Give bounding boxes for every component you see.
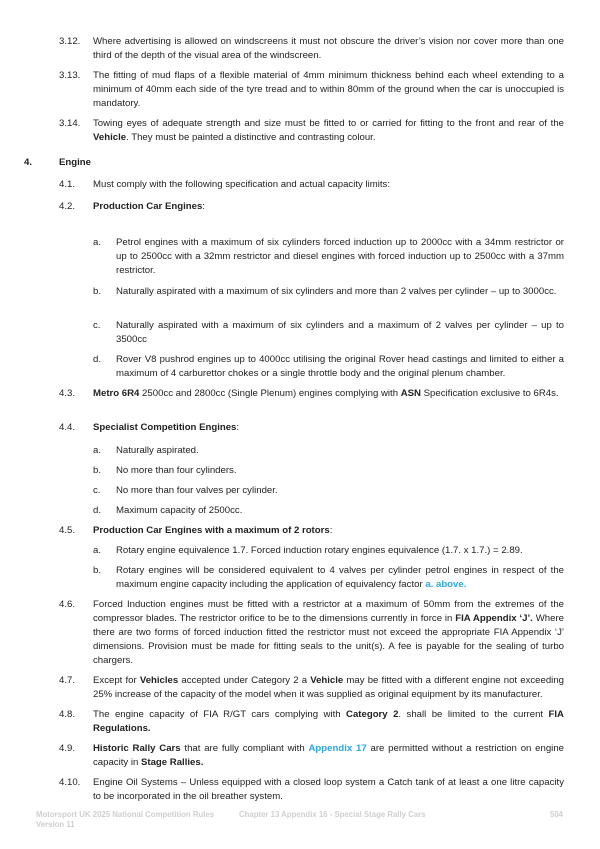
clause-text: Towing eyes of adequate strength and size must be fitted to or carried for fitting to the front and rear of the Vehicle. They must be painted a distinctive and contrasting colour.: [93, 118, 564, 143]
item-text: No more than four cylinders.: [116, 465, 237, 476]
clause-number: 4.2.: [59, 201, 76, 212]
item-letter: a.: [93, 545, 102, 556]
clause-text: The fitting of mud flaps of a flexible material of 4mm minimum thickness behind each wheel extending to a minimum of 40mm each side of the tyre tread and to within 80mm of the ground when the car is unoccupied is mandatory.: [93, 70, 564, 109]
clause-text: Must comply with the following specification and actual capacity limits:: [93, 179, 391, 190]
footer-publication: [36, 810, 214, 830]
cross-reference-link[interactable]: a. above.: [425, 579, 467, 590]
item-text: Rotary engines will be considered equivalent to 4 valves per cylinder petrol engines in respect of the maximum engine capacity including the application of equivalency factor a. above.: [116, 565, 564, 590]
section-title: Engine: [59, 157, 91, 168]
appendix-17-link[interactable]: Appendix 17: [308, 743, 367, 754]
clause-text: Metro 6R4 2500cc and 2800cc (Single Plenum) engines complying with ASN Specification exclusive to 6R4s.: [93, 388, 559, 399]
footer-page-number: 504: [550, 810, 564, 819]
clause-number: 4.10.: [59, 777, 81, 788]
item-letter: c.: [93, 485, 101, 496]
clause-title: Specialist Competition Engines:: [93, 422, 240, 433]
item-letter: d.: [93, 354, 102, 365]
footer-version: Version 11: [36, 820, 75, 829]
item-letter: d.: [93, 505, 102, 516]
item-text: Naturally aspirated with a maximum of six cylinders and a maximum of 2 valves per cylinder – up to 3500cc: [116, 320, 564, 345]
item-letter: a.: [93, 237, 102, 248]
clause-number: 4.6.: [59, 599, 76, 610]
clause-title: Production Car Engines:: [93, 201, 205, 212]
item-letter: c.: [93, 320, 101, 331]
clause-text: Where advertising is allowed on windscreens it must not obscure the driver’s vision nor cover more than one third of the depth of the visual area of the windscreen.: [93, 36, 564, 61]
footer-publication-title: Motorsport UK 2025 National Competition Rules: [36, 810, 215, 819]
clause-text: The engine capacity of FIA R/GT cars complying with Category 2. shall be limited to the current FIA Regulations.: [93, 709, 564, 734]
clause-number: 3.12.: [59, 36, 81, 47]
clause-number: 3.13.: [59, 70, 81, 81]
clause-text: Forced Induction engines must be fitted with a restrictor at a maximum of 50mm from the extremes of the compressor blades. The restrictor orifice to be to the dimensions currently in force in FIA Appendix ‘J’. Where there are two forms of forced induction fitted the restrictor must not exceed the appropriate FIA Appendix ‘J’ dimensions. Provision must be made for fitting seals to the unit(s). A fee is payable for the sealing of turbo chargers.: [93, 599, 564, 666]
footer-chapter: Chapter 13 Appendix 16 - Special Stage Rally Cars: [239, 810, 426, 819]
clause-number: 4.1.: [59, 179, 76, 190]
item-text: Rover V8 pushrod engines up to 4000cc utilising the original Rover head castings and limited to either a maximum of 4 carburettor chokes or a single throttle body and the original plenum chamber.: [116, 354, 564, 379]
clause-number: 4.8.: [59, 709, 76, 720]
clause-text: Engine Oil Systems – Unless equipped with a closed loop system a Catch tank of at least a one litre capacity to be incorporated in the oil breather system.: [93, 777, 564, 802]
clause-number: 4.7.: [59, 675, 76, 686]
clause-number: 4.3.: [59, 388, 76, 399]
item-letter: b.: [93, 565, 102, 576]
clause-title: Production Car Engines with a maximum of 2 rotors:: [93, 525, 333, 536]
clause-number: 4.5.: [59, 525, 76, 536]
item-text: Naturally aspirated.: [116, 445, 199, 456]
item-letter: b.: [93, 286, 102, 297]
item-letter: a.: [93, 445, 102, 456]
clause-number: 4.9.: [59, 743, 76, 754]
item-letter: b.: [93, 465, 102, 476]
clause-number: 4.4.: [59, 422, 76, 433]
item-text: No more than four valves per cylinder.: [116, 485, 278, 496]
clause-text: Except for Vehicles accepted under Category 2 a Vehicle may be fitted with a different engine not exceeding 25% increase of the capacity of the model when it was supplied as original equipment by its manufacturer.: [93, 675, 564, 700]
section-number: 4.: [24, 157, 33, 168]
clause-number: 3.14.: [59, 118, 81, 129]
clause-text: Historic Rally Cars that are fully compliant with Appendix 17 are permitted without a restriction on engine capacity in Stage Rallies.: [93, 743, 564, 768]
item-text: Petrol engines with a maximum of six cylinders forced induction up to 2000cc with a 34mm restrictor or up to 2500cc with a 32mm restrictor and diesel engines with forced induction up to 2500cc with a 37mm restrictor.: [116, 237, 564, 276]
item-text: Rotary engine equivalence 1.7. Forced induction rotary engines equivalence (1.7. x 1.7.) = 2.89.: [116, 545, 523, 556]
item-text: Naturally aspirated with a maximum of six cylinders and more than 2 valves per cylinder – up to 3000cc.: [116, 286, 557, 297]
item-text: Maximum capacity of 2500cc.: [116, 505, 243, 516]
